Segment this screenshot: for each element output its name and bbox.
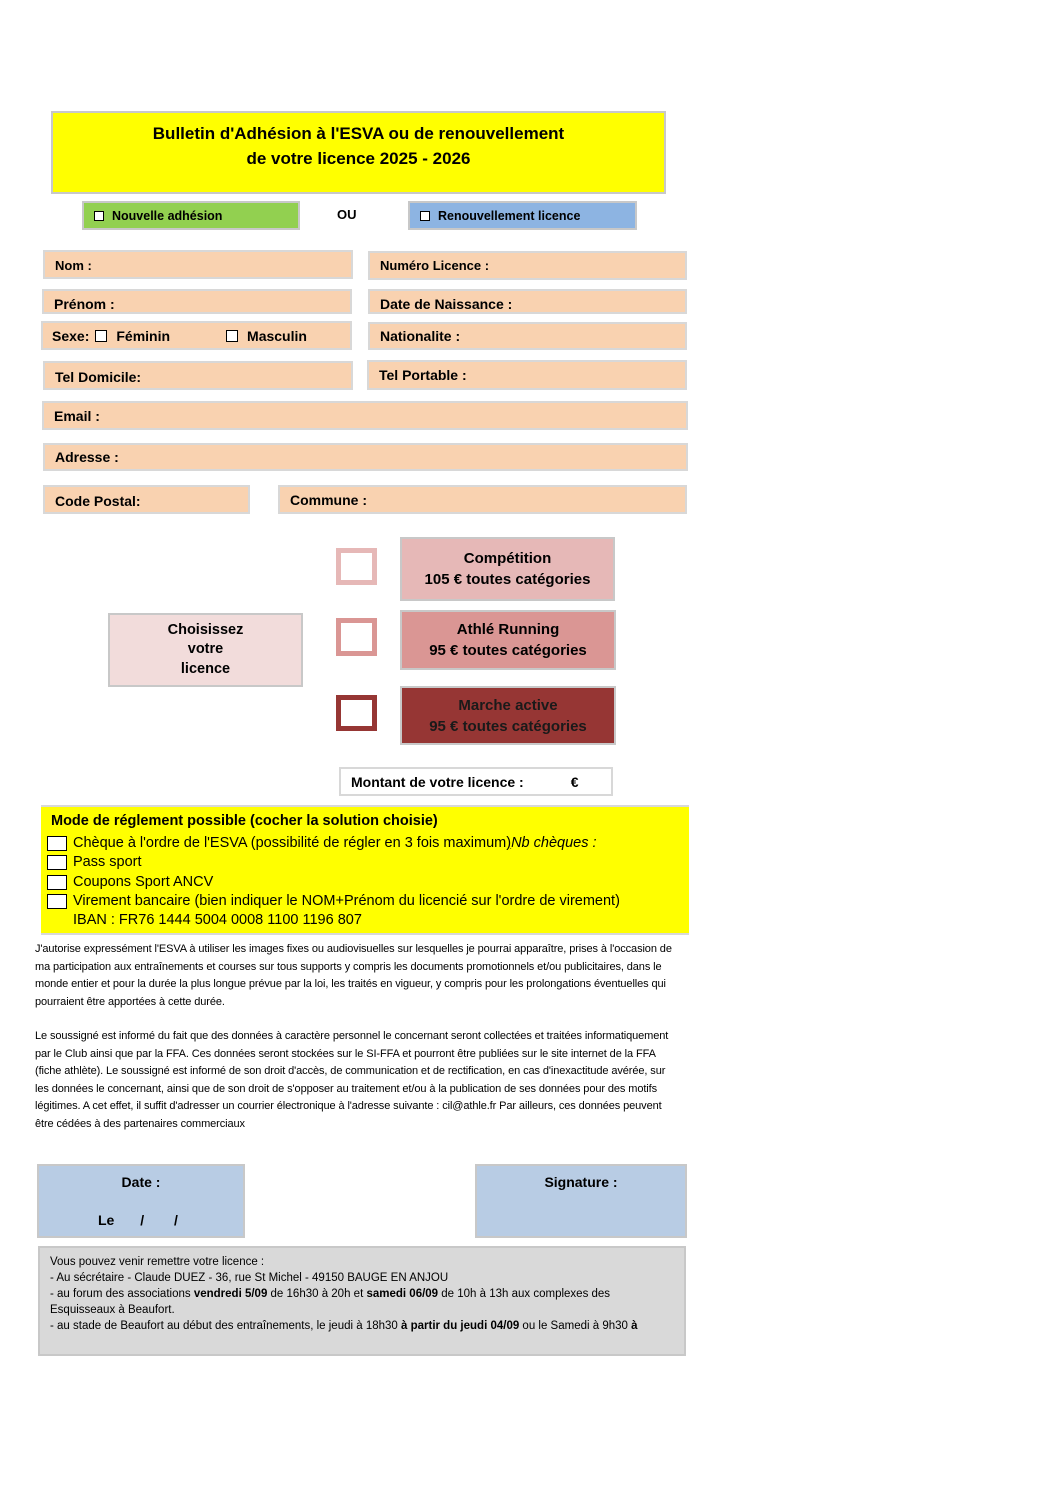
new-membership-label: Nouvelle adhésion (112, 208, 223, 223)
date-slash-2: / (174, 1212, 178, 1228)
payment-pass-sport-row[interactable] (47, 854, 142, 870)
sexe-label: Sexe: (52, 327, 90, 344)
marche-active-name: Marche active (458, 696, 558, 714)
competition-price: 105 € toutes catégories (424, 571, 591, 588)
signature-label: Signature : (544, 1174, 618, 1190)
date-le-label: Le (98, 1212, 115, 1228)
pass-sport-label: Pass sport (73, 854, 142, 870)
masculin-label: Masculin (247, 327, 307, 344)
new-membership-checkbox[interactable] (94, 211, 104, 221)
date-naissance-field[interactable] (368, 289, 687, 314)
cheque-checkbox[interactable] (47, 836, 67, 851)
form-title-box (51, 111, 666, 194)
date-label: Date : (121, 1174, 161, 1190)
renewal-label: Renouvellement licence (438, 208, 581, 223)
nationalite-label: Nationalite : (380, 328, 461, 344)
email-label: Email : (54, 407, 100, 424)
choose-licence-box (108, 613, 303, 687)
athle-running-checkbox[interactable] (336, 618, 377, 656)
choose-licence-line2: votre (187, 641, 224, 658)
payment-ancv-row[interactable] (47, 874, 213, 890)
date-slash-1: / (140, 1212, 145, 1228)
virement-checkbox[interactable] (47, 894, 67, 909)
code-postal-label: Code Postal: (55, 493, 141, 509)
adresse-field[interactable] (43, 443, 688, 471)
info-line2: - au forum des associations vendredi 5/09 de 16h30 à 20h et samedi 06/09 de 10h à 13h aux complexes des Esquisseaux à Beaufort. (50, 1288, 611, 1316)
new-membership-option[interactable] (82, 201, 300, 230)
date-box[interactable] (37, 1164, 245, 1238)
competition-option[interactable] (400, 537, 615, 601)
athle-running-name: Athlé Running (456, 621, 560, 638)
iban-text: IBAN : FR76 1444 5004 0008 1100 1196 807 (73, 912, 362, 928)
licence-amount-field[interactable] (339, 767, 613, 796)
cheque-label: Chèque à l'ordre de l'ESVA (possibilité de régler en 3 fois maximum (73, 835, 507, 851)
licence-amount-currency: € (570, 773, 579, 790)
nom-field[interactable] (43, 250, 353, 279)
competition-name: Compétition (463, 550, 552, 567)
info-line3: - au stade de Beaufort au début des entraînements, le jeudi à 18h30 à partir du jeudi 04/09 ou le Samedi à 9h30 à (50, 1320, 638, 1332)
prenom-label: Prénom : (54, 296, 115, 312)
commune-field[interactable] (278, 485, 687, 514)
form-title-line1: Bulletin d'Adhésion à l'ESVA ou de renouvellement (152, 124, 565, 143)
data-privacy-text: Le soussigné est informé du fait que des données à caractère personnel le concernant seront collectées et traitées informatiquement par le Club ainsi que par la FFA. Ces données seront stockées sur le SI-FFA et pourront être publiées sur le site internet de la FFA (fiche athlète). Le soussigné est informé de son droit d'accès, de communication et de rectification, en cas d'inexactitude avérée, sur les données le concernant, ainsi que de son droit de s'opposer au traitement et/ou à la publication de ses données pour des motifs légitimes. A cet effet, il suffit d'adresser un courrier électronique à l'adresse suivante : cil@athle.fr Par ailleurs, ces données peuvent être cédées à des partenaires commerciaux (35, 1030, 669, 1130)
numero-licence-field[interactable] (368, 251, 687, 280)
payment-section (41, 805, 689, 935)
numero-licence-label: Numéro Licence : (380, 258, 490, 273)
date-le-row (98, 1212, 178, 1228)
marche-active-checkbox[interactable] (336, 695, 377, 731)
feminin-checkbox[interactable] (95, 330, 107, 342)
info-intro: Vous pouvez venir remettre votre licence : (50, 1256, 265, 1268)
form-title-line2: de votre licence 2025 - 2026 (246, 149, 471, 168)
competition-checkbox[interactable] (336, 548, 377, 585)
cheque-paren: ) (506, 835, 512, 851)
nationalite-field[interactable] (368, 322, 687, 350)
masculin-checkbox[interactable] (226, 330, 238, 342)
payment-heading: Mode de réglement possible (cocher la solution choisie) (51, 813, 438, 829)
licence-amount-label: Montant de votre licence : (351, 773, 524, 790)
payment-cheque-row[interactable] (47, 835, 597, 851)
image-rights-text: J'autorise expressément l'ESVA à utiliser les images fixes ou audiovisuelles sur lesquelles je pourrai apparaître, prises à l'occasion de ma participation aux entraînements et courses sur tous supports y compris les documents promotionnels et/ou publicitaires, dans le monde entier et pour la durée la plus longue prévue par la loi, les traités en vigueur, y compris pour les prolongations éventuelles qui pourraient être apportées à cette durée. (35, 943, 672, 1008)
marche-active-price: 95 € toutes catégories (429, 717, 587, 735)
choose-licence-line1: Choisissez (167, 621, 244, 638)
commune-label: Commune : (290, 491, 367, 508)
info-box (38, 1246, 686, 1356)
info-line1: - Au sécrétaire - Claude DUEZ - 36, rue St Michel - 49150 BAUGE EN ANJOU (50, 1272, 449, 1284)
adresse-label: Adresse : (55, 449, 119, 465)
tel-domicile-field[interactable] (43, 361, 353, 390)
renewal-checkbox[interactable] (420, 211, 430, 221)
ancv-label: Coupons Sport ANCV (73, 874, 214, 890)
marche-active-option[interactable] (400, 686, 616, 745)
code-postal-field[interactable] (43, 485, 250, 514)
cheque-count-label: Nb chèques : (511, 835, 597, 851)
tel-portable-label: Tel Portable : (379, 367, 467, 383)
feminin-label: Féminin (116, 327, 171, 344)
tel-domicile-label: Tel Domicile: (55, 369, 142, 385)
athle-running-option[interactable] (400, 610, 616, 670)
nom-label: Nom : (55, 258, 92, 273)
choose-licence-line3: licence (180, 660, 231, 677)
pass-sport-checkbox[interactable] (47, 855, 67, 870)
athle-running-price: 95 € toutes catégories (429, 642, 587, 659)
signature-box[interactable] (475, 1164, 687, 1238)
ancv-checkbox[interactable] (47, 875, 67, 890)
sexe-field (41, 321, 352, 350)
date-naissance-label: Date de Naissance : (380, 296, 513, 312)
virement-label: Virement bancaire (bien indiquer le NOM+Prénom du licencié sur l'ordre de virement) (73, 893, 620, 909)
or-label: OU (337, 207, 357, 222)
prenom-field[interactable] (42, 289, 352, 314)
tel-portable-field[interactable] (367, 360, 687, 390)
payment-virement-row[interactable] (47, 893, 620, 909)
renewal-option[interactable] (408, 201, 637, 230)
email-field[interactable] (42, 401, 688, 430)
